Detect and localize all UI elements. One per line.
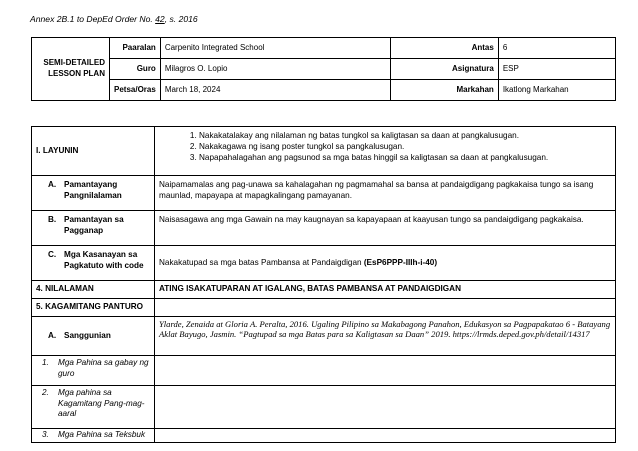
row-sub-item bbox=[32, 429, 616, 443]
objective-item: 1. Nakakatalakay ang nilalaman ng batas tungkol sa kaligtasan sa daan at pangkalusugan. bbox=[199, 130, 611, 141]
row-sub-item bbox=[32, 356, 616, 386]
row-text bbox=[155, 246, 616, 281]
row-label-text: Sanggunian bbox=[64, 330, 111, 340]
layunin-content bbox=[155, 127, 616, 176]
sub-item-value bbox=[155, 386, 616, 429]
kagamitang-label: 5. KAGAMITANG PANTURO bbox=[32, 299, 155, 317]
nilalaman-label: 4. NILALAMAN bbox=[32, 281, 155, 299]
header-value: Milagros O. Lopio bbox=[160, 59, 390, 80]
sub-item-text: Mga Pahina sa gabay ng guro bbox=[58, 358, 149, 378]
header-row-teacher bbox=[32, 59, 616, 80]
row-text: Naisasagawa ang mga Gawain na may kaugnayan sa kapayapaan at kaayusan tungo sa pandaigdigang pagkakaisa. bbox=[155, 211, 616, 246]
row-kagamitang-panturo bbox=[32, 299, 616, 317]
sub-item-text: Mga Pahina sa Teksbuk bbox=[58, 430, 146, 439]
sub-item-value bbox=[155, 429, 616, 443]
row-mga-kasanayan bbox=[32, 246, 616, 281]
sub-item-label bbox=[32, 386, 155, 429]
objectives-list bbox=[159, 130, 611, 163]
sub-item-number: 3. bbox=[42, 430, 49, 439]
row-label bbox=[32, 317, 155, 356]
nilalaman-text: ATING ISAKATUPARAN AT IGALANG, BATAS PAMBANSA AT PANDAIGDIGAN bbox=[155, 281, 616, 299]
row-label-number: B. bbox=[48, 215, 57, 224]
sub-item-text: Mga pahina sa Kagamitang Pang-mag-aaral bbox=[58, 388, 145, 419]
row-label-number: C. bbox=[48, 250, 57, 259]
header-value: Carpenito Integrated School bbox=[160, 38, 390, 59]
doc-type-cell bbox=[32, 38, 110, 101]
row-label bbox=[32, 211, 155, 246]
row-label-text: Mga Kasanayan sa Pagkatuto with code bbox=[64, 250, 144, 270]
header-label: Markahan bbox=[445, 80, 498, 101]
annex-prefix: Annex 2B.1 to DepEd Order No. bbox=[30, 14, 156, 24]
reference-text: Ylarde, Zenaida at Gloria A. Peralta, 2016. Ugaling Pilipino sa Makabagong Panahon, Edukasyon sa Pagpapakatao 6 - Batayang Aklat Bayugo, Jasmin. “Pagtupad sa mga Batas para sa Kaligtasan sa Daan” 2019. https://lrmds.deped.gov.ph/detail/14317 bbox=[155, 317, 616, 356]
objective-item: 2. Nakakagawa ng isang poster tungkol sa pangkalusugan. bbox=[199, 141, 611, 152]
header-label: Petsa/Oras bbox=[110, 80, 161, 101]
header-label: Guro bbox=[110, 59, 161, 80]
row-label-number: A. bbox=[48, 330, 57, 340]
header-value: 6 bbox=[498, 38, 615, 59]
objective-item: 3. Napapahalagahan ang pagsunod sa mga batas hinggil sa kaligtasan sa daan at pangkalusugan. bbox=[199, 152, 611, 163]
doc-type-label: SEMI-DETAILED LESSON PLAN bbox=[43, 58, 105, 78]
sub-item-label bbox=[32, 429, 155, 443]
row-text: Naipamamalas ang pag-unawa sa kahalagahan ng pagmamahal sa bansa at pandaigdigang pagkakaisa tungo sa isang maunlad, mapayapa at mapagkalingang pamayanan. bbox=[155, 176, 616, 211]
header-value: Ikatlong Markahan bbox=[498, 80, 615, 101]
header-value: March 18, 2024 bbox=[160, 80, 390, 101]
row-sanggunian bbox=[32, 317, 616, 356]
row-label bbox=[32, 176, 155, 211]
kagamitang-text bbox=[155, 299, 616, 317]
annex-order-number: 42 bbox=[155, 14, 165, 24]
row-label-text: Pamantayan sa Pagganap bbox=[64, 215, 124, 235]
row-label-number: A. bbox=[48, 180, 57, 189]
competency-text: Nakakatupad sa mga batas Pambansa at Pandaigdigan bbox=[159, 257, 364, 267]
row-layunin bbox=[32, 127, 616, 176]
layunin-label: I. LAYUNIN bbox=[32, 127, 155, 176]
header-spacer bbox=[390, 59, 445, 80]
header-spacer bbox=[390, 38, 445, 59]
row-sub-item bbox=[32, 386, 616, 429]
header-table bbox=[31, 37, 616, 101]
sub-item-label bbox=[32, 356, 155, 386]
competency-code: (EsP6PPP-IIIh-i-40) bbox=[363, 257, 438, 267]
row-label-text: Pamantayang Pangnilalaman bbox=[64, 180, 122, 200]
header-label: Paaralan bbox=[110, 38, 161, 59]
header-row-school bbox=[32, 38, 616, 59]
header-label: Asignatura bbox=[445, 59, 498, 80]
header-spacer bbox=[390, 80, 445, 101]
header-label: Antas bbox=[445, 38, 498, 59]
row-label bbox=[32, 246, 155, 281]
row-pamantayang-pangnilalaman bbox=[32, 176, 616, 211]
lesson-plan-table bbox=[31, 126, 616, 443]
row-pamantayan-sa-pagganap bbox=[32, 211, 616, 246]
header-value: ESP bbox=[498, 59, 615, 80]
sub-item-number: 1. bbox=[42, 358, 49, 367]
annex-suffix: , s. 2016 bbox=[164, 14, 198, 24]
header-row-date bbox=[32, 80, 616, 101]
sub-item-value bbox=[155, 356, 616, 386]
row-nilalaman bbox=[32, 281, 616, 299]
sub-item-number: 2. bbox=[42, 388, 49, 397]
annex-reference bbox=[30, 14, 198, 24]
